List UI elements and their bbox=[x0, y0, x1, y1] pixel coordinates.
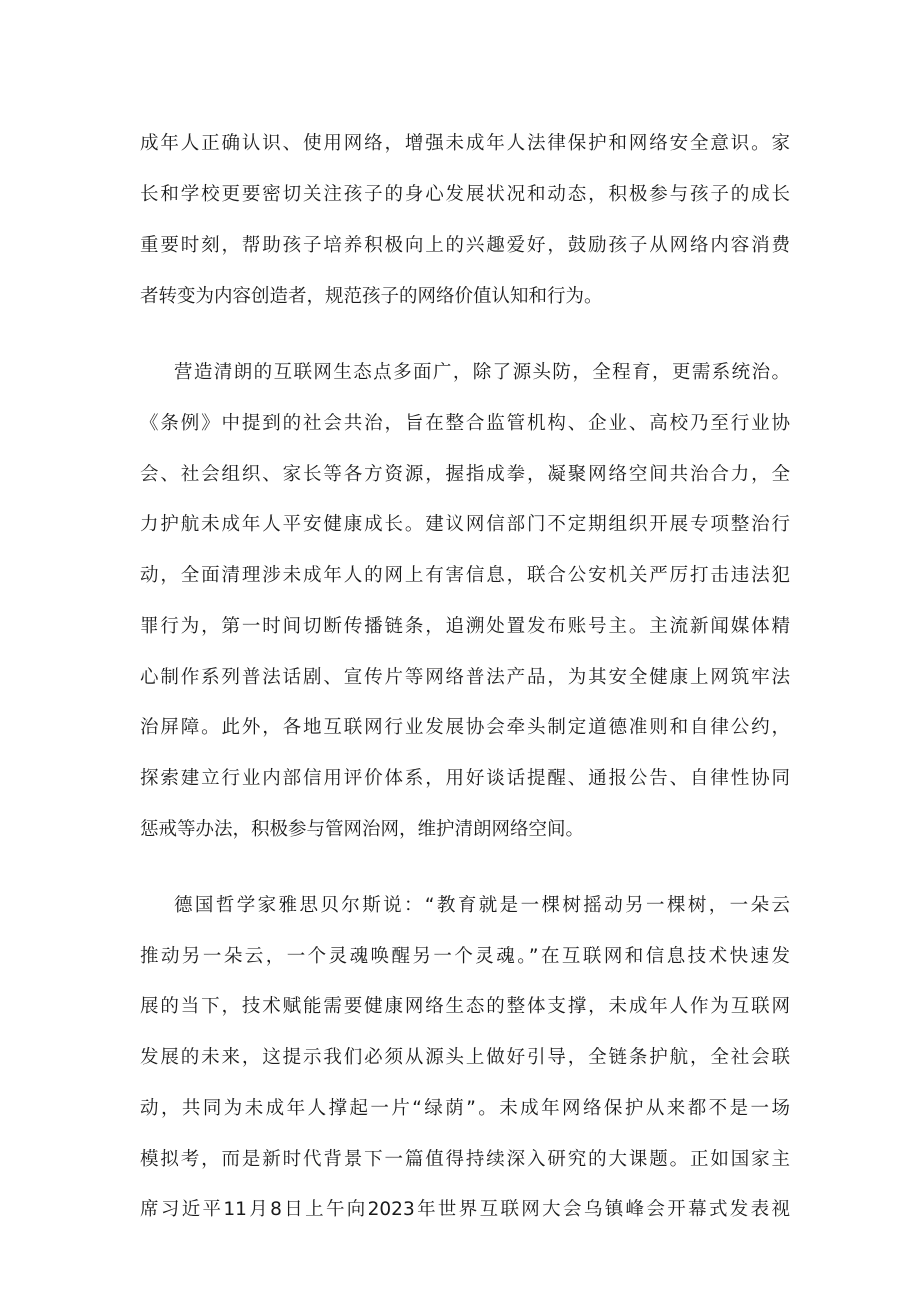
paragraph-2-line-10: 惩戒等办法，积极参与管网治网，维护清朗网络空间。 bbox=[140, 819, 585, 840]
paragraph-2-line-6: 罪行为，第一时间切断传播链条，追溯处置发布账号主。主流新闻媒体精 bbox=[140, 616, 790, 637]
paragraph-3-line-7: 席习近平11月8日上午向2023年世界互联网大会乌镇峰会开幕式发表视 bbox=[140, 1199, 790, 1220]
paragraph-3-line-1: 德国哲学家雅思贝尔斯说：“教育就是一棵树摇动另一棵树，一朵云 bbox=[174, 895, 790, 916]
paragraph-3-line-3: 展的当下，技术赋能需要健康网络生态的整体支撑，未成年人作为互联网 bbox=[140, 996, 790, 1017]
paragraph-2-line-1: 营造清朗的互联网生态点多面广，除了源头防，全程育，更需系统治。 bbox=[174, 362, 790, 383]
paragraph-3-line-5: 动，共同为未成年人撑起一片“绿荫”。未成年网络保护从来都不是一场 bbox=[140, 1098, 790, 1119]
paragraph-1-line-4: 者转变为内容创造者，规范孩子的网络价值认知和行为。 bbox=[140, 286, 603, 307]
paragraph-3-line-4: 发展的未来，这提示我们必须从源头上做好引导，全链条护航，全社会联 bbox=[140, 1047, 790, 1068]
paragraph-1-line-3: 重要时刻，帮助孩子培养积极向上的兴趣爱好，鼓励孩子从网络内容消费 bbox=[140, 235, 790, 256]
paragraph-2-line-9: 探索建立行业内部信用评价体系，用好谈话提醒、通报公告、自律性协同 bbox=[140, 768, 790, 789]
paragraph-1-line-2: 长和学校更要密切关注孩子的身心发展状况和动态，积极参与孩子的成长 bbox=[140, 184, 790, 205]
paragraph-3-line-2: 推动另一朵云，一个灵魂唤醒另一个灵魂。”在互联网和信息技术快速发 bbox=[140, 946, 790, 967]
paragraph-2-line-7: 心制作系列普法话剧、宣传片等网络普法产品，为其安全健康上网筑牢法 bbox=[140, 667, 790, 688]
paragraph-2-line-2: 《条例》中提到的社会共治，旨在整合监管机构、企业、高校乃至行业协 bbox=[140, 413, 790, 434]
paragraph-2-line-5: 动，全面清理涉未成年人的网上有害信息，联合公安机关严厉打击违法犯 bbox=[140, 565, 790, 586]
paragraph-2-line-8: 治屏障。此外，各地互联网行业发展协会牵头制定道德准则和自律公约， bbox=[140, 717, 790, 738]
paragraph-2-line-4: 力护航未成年人平安健康成长。建议网信部门不定期组织开展专项整治行 bbox=[140, 514, 790, 535]
paragraph-2-line-3: 会、社会组织、家长等各方资源，握指成拳，凝聚网络空间共治合力，全 bbox=[140, 464, 790, 485]
paragraph-3-line-6: 模拟考，而是新时代背景下一篇值得持续深入研究的大课题。正如国家主 bbox=[140, 1149, 790, 1170]
paragraph-1-line-1: 成年人正确认识、使用网络，增强未成年人法律保护和网络安全意识。家 bbox=[140, 133, 790, 154]
